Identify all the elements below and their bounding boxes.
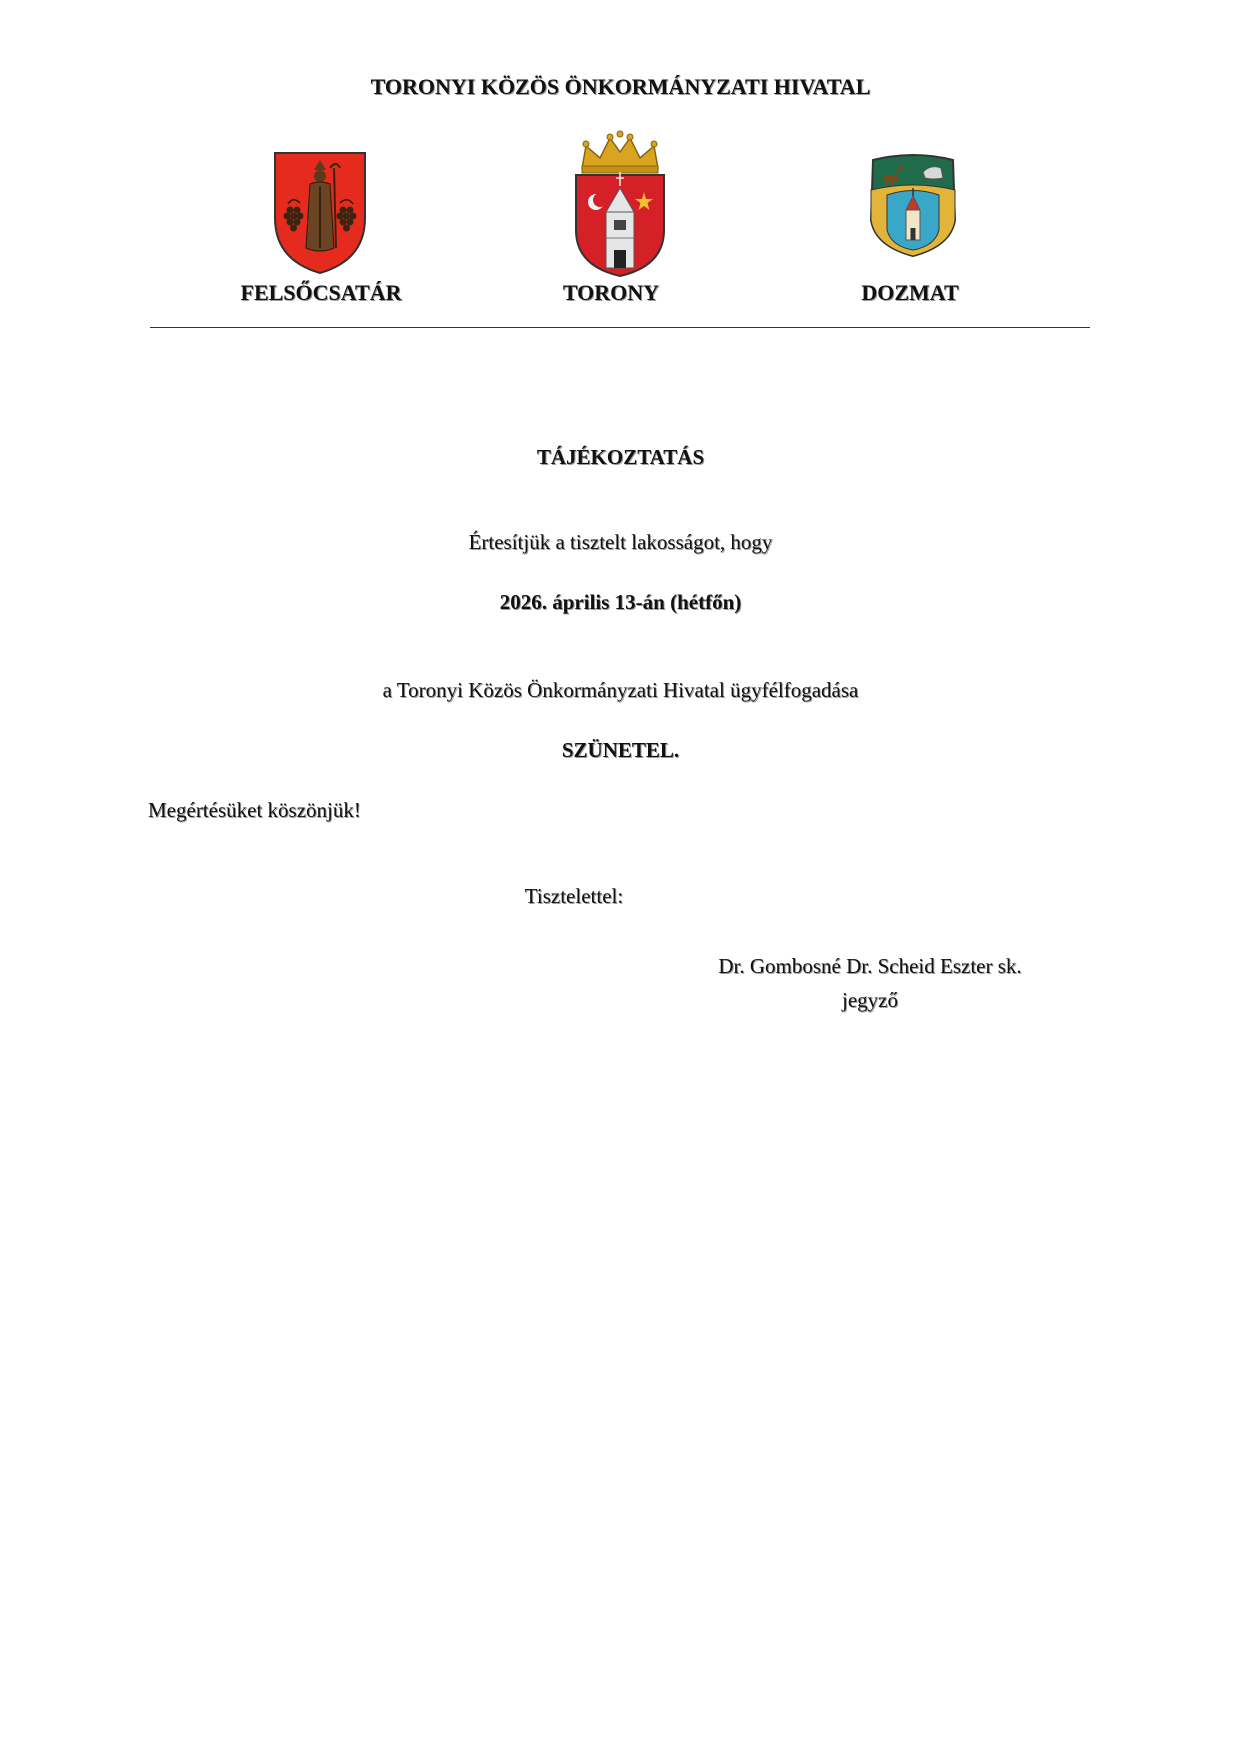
status-text: SZÜNETEL. xyxy=(561,738,680,762)
notice-heading: TÁJÉKOZTATÁS xyxy=(536,445,705,469)
town-name-dozmat: DOZMAT xyxy=(861,280,959,305)
service-text: a Toronyi Közös Önkormányzati Hivatal ügyfélfogadása xyxy=(382,678,859,702)
town-name-torony: TORONY xyxy=(562,280,660,305)
felsocsatar-coat-of-arms-icon xyxy=(270,148,370,278)
header-separator-line xyxy=(150,327,1090,328)
dozmat-coat-of-arms-icon xyxy=(863,150,963,260)
torony-coat-of-arms-icon xyxy=(570,130,670,280)
intro-text: Értesítjük a tisztelt lakosságot, hogy xyxy=(468,530,773,554)
signer-name: Dr. Gombosné Dr. Scheid Eszter sk. xyxy=(718,954,1022,978)
town-name-felsocsatar: FELSŐCSATÁR xyxy=(240,280,402,305)
regards-text: Tisztelettel: xyxy=(524,884,624,908)
closure-date: 2026. április 13-án (hétfőn) xyxy=(499,590,742,614)
signer-title: jegyző xyxy=(842,988,898,1012)
thanks-text: Megértésüket köszönjük! xyxy=(148,798,361,822)
office-title: TORONYI KÖZÖS ÖNKORMÁNYZATI HIVATAL xyxy=(370,74,871,99)
